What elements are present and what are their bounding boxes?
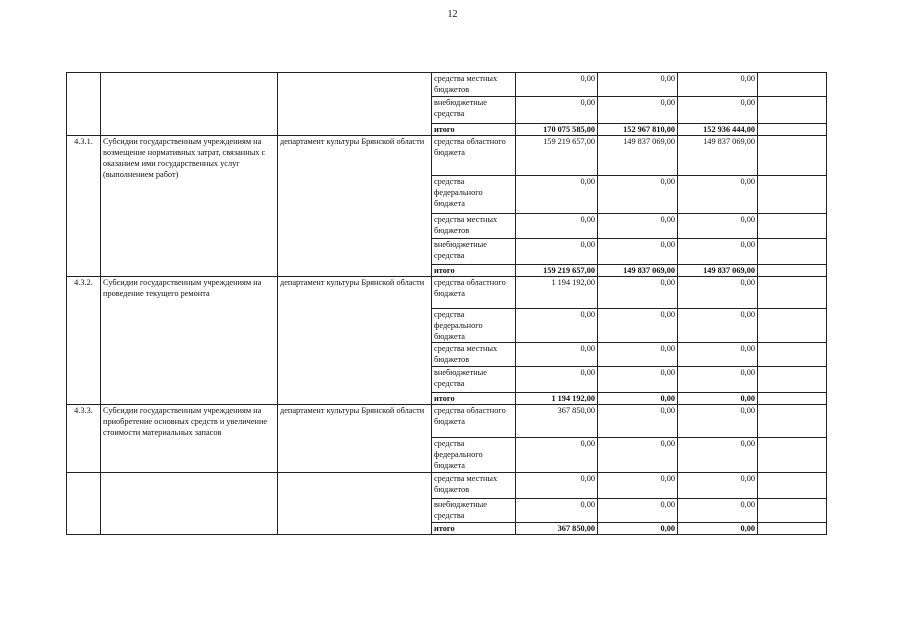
empty-cell: [758, 438, 827, 473]
empty-cell: [758, 136, 827, 176]
name-cell: [101, 473, 278, 535]
value-cell: 0,00: [598, 393, 678, 405]
value-cell: 367 850,00: [516, 405, 598, 438]
value-cell: 0,00: [598, 214, 678, 239]
value-cell: 0,00: [516, 343, 598, 367]
source-cell: внебюджетные средства: [432, 499, 516, 523]
source-cell: средства федерального бюджета: [432, 438, 516, 473]
value-cell: 149 837 069,00: [678, 136, 758, 176]
source-cell: средства местных бюджетов: [432, 473, 516, 499]
source-cell: итого: [432, 523, 516, 535]
value-cell: 0,00: [598, 176, 678, 214]
value-cell: 159 219 657,00: [516, 136, 598, 176]
name-cell: Субсидии государственным учреждениям на приобретение основных средств и увеличение стоимости материальных запасов: [101, 405, 278, 473]
value-cell: 0,00: [516, 438, 598, 473]
source-cell: средства федерального бюджета: [432, 176, 516, 214]
value-cell: 0,00: [678, 97, 758, 124]
value-cell: 0,00: [678, 393, 758, 405]
empty-cell: [758, 473, 827, 499]
value-cell: 0,00: [516, 499, 598, 523]
number-cell: [67, 473, 101, 535]
empty-cell: [758, 73, 827, 97]
value-cell: 0,00: [678, 473, 758, 499]
source-cell: средства областного бюджета: [432, 136, 516, 176]
value-cell: 0,00: [516, 73, 598, 97]
source-cell: внебюджетные средства: [432, 97, 516, 124]
value-cell: 0,00: [598, 277, 678, 309]
value-cell: 0,00: [516, 239, 598, 265]
empty-cell: [758, 124, 827, 136]
value-cell: 0,00: [516, 309, 598, 343]
empty-cell: [758, 265, 827, 277]
value-cell: 0,00: [678, 73, 758, 97]
value-cell: 0,00: [516, 473, 598, 499]
empty-cell: [758, 405, 827, 438]
source-cell: итого: [432, 124, 516, 136]
value-cell: 0,00: [516, 176, 598, 214]
empty-cell: [758, 499, 827, 523]
empty-cell: [758, 309, 827, 343]
value-cell: 0,00: [598, 73, 678, 97]
source-cell: средства местных бюджетов: [432, 343, 516, 367]
value-cell: 0,00: [598, 97, 678, 124]
source-cell: средства федерального бюджета: [432, 309, 516, 343]
value-cell: 0,00: [678, 214, 758, 239]
source-cell: итого: [432, 393, 516, 405]
source-cell: внебюджетные средства: [432, 367, 516, 393]
executor-cell: департамент культуры Брянской области: [278, 277, 432, 405]
value-cell: 152 936 444,00: [678, 124, 758, 136]
value-cell: 367 850,00: [516, 523, 598, 535]
table-row: [67, 473, 827, 499]
empty-cell: [758, 393, 827, 405]
value-cell: 1 194 192,00: [516, 393, 598, 405]
executor-cell: [278, 473, 432, 535]
value-cell: 0,00: [516, 367, 598, 393]
value-cell: 0,00: [678, 405, 758, 438]
empty-cell: [758, 214, 827, 239]
table-row: [67, 73, 827, 97]
number-cell: 4.3.3.: [67, 405, 101, 473]
name-cell: Субсидии государственным учреждениям на проведение текущего ремонта: [101, 277, 278, 405]
table-row: [67, 405, 827, 438]
value-cell: 0,00: [678, 239, 758, 265]
value-cell: 0,00: [678, 438, 758, 473]
value-cell: 0,00: [598, 438, 678, 473]
value-cell: 149 837 069,00: [598, 136, 678, 176]
empty-cell: [758, 523, 827, 535]
value-cell: 0,00: [598, 473, 678, 499]
source-cell: средства областного бюджета: [432, 277, 516, 309]
value-cell: 0,00: [598, 499, 678, 523]
value-cell: 0,00: [678, 343, 758, 367]
page-number: 12: [447, 9, 458, 20]
name-cell: Субсидии государственным учреждениям на возмещение нормативных затрат, связанных с оказанием ими государственных услуг (выполнением работ): [101, 136, 278, 277]
executor-cell: [278, 73, 432, 136]
source-cell: средства местных бюджетов: [432, 73, 516, 97]
value-cell: 149 837 069,00: [598, 265, 678, 277]
value-cell: 0,00: [678, 367, 758, 393]
source-cell: средства местных бюджетов: [432, 214, 516, 239]
value-cell: 0,00: [678, 176, 758, 214]
table-row: [67, 136, 827, 176]
value-cell: 0,00: [678, 277, 758, 309]
source-cell: внебюджетные средства: [432, 239, 516, 265]
empty-cell: [758, 277, 827, 309]
empty-cell: [758, 239, 827, 265]
value-cell: 0,00: [598, 405, 678, 438]
value-cell: 0,00: [678, 523, 758, 535]
value-cell: 152 967 810,00: [598, 124, 678, 136]
value-cell: 0,00: [598, 343, 678, 367]
value-cell: 0,00: [516, 214, 598, 239]
empty-cell: [758, 343, 827, 367]
value-cell: 149 837 069,00: [678, 265, 758, 277]
value-cell: 0,00: [516, 97, 598, 124]
value-cell: 0,00: [678, 309, 758, 343]
value-cell: 170 075 585,00: [516, 124, 598, 136]
value-cell: 0,00: [598, 239, 678, 265]
value-cell: 159 219 657,00: [516, 265, 598, 277]
source-cell: средства областного бюджета: [432, 405, 516, 438]
executor-cell: департамент культуры Брянской области: [278, 405, 432, 473]
source-cell: итого: [432, 265, 516, 277]
value-cell: 0,00: [598, 367, 678, 393]
value-cell: 1 194 192,00: [516, 277, 598, 309]
table-row: [67, 277, 827, 309]
number-cell: [67, 73, 101, 136]
executor-cell: департамент культуры Брянской области: [278, 136, 432, 277]
number-cell: 4.3.2.: [67, 277, 101, 405]
value-cell: 0,00: [678, 499, 758, 523]
value-cell: 0,00: [598, 309, 678, 343]
empty-cell: [758, 97, 827, 124]
budget-table: [66, 72, 827, 535]
empty-cell: [758, 367, 827, 393]
empty-cell: [758, 176, 827, 214]
number-cell: 4.3.1.: [67, 136, 101, 277]
value-cell: 0,00: [598, 523, 678, 535]
name-cell: [101, 73, 278, 136]
